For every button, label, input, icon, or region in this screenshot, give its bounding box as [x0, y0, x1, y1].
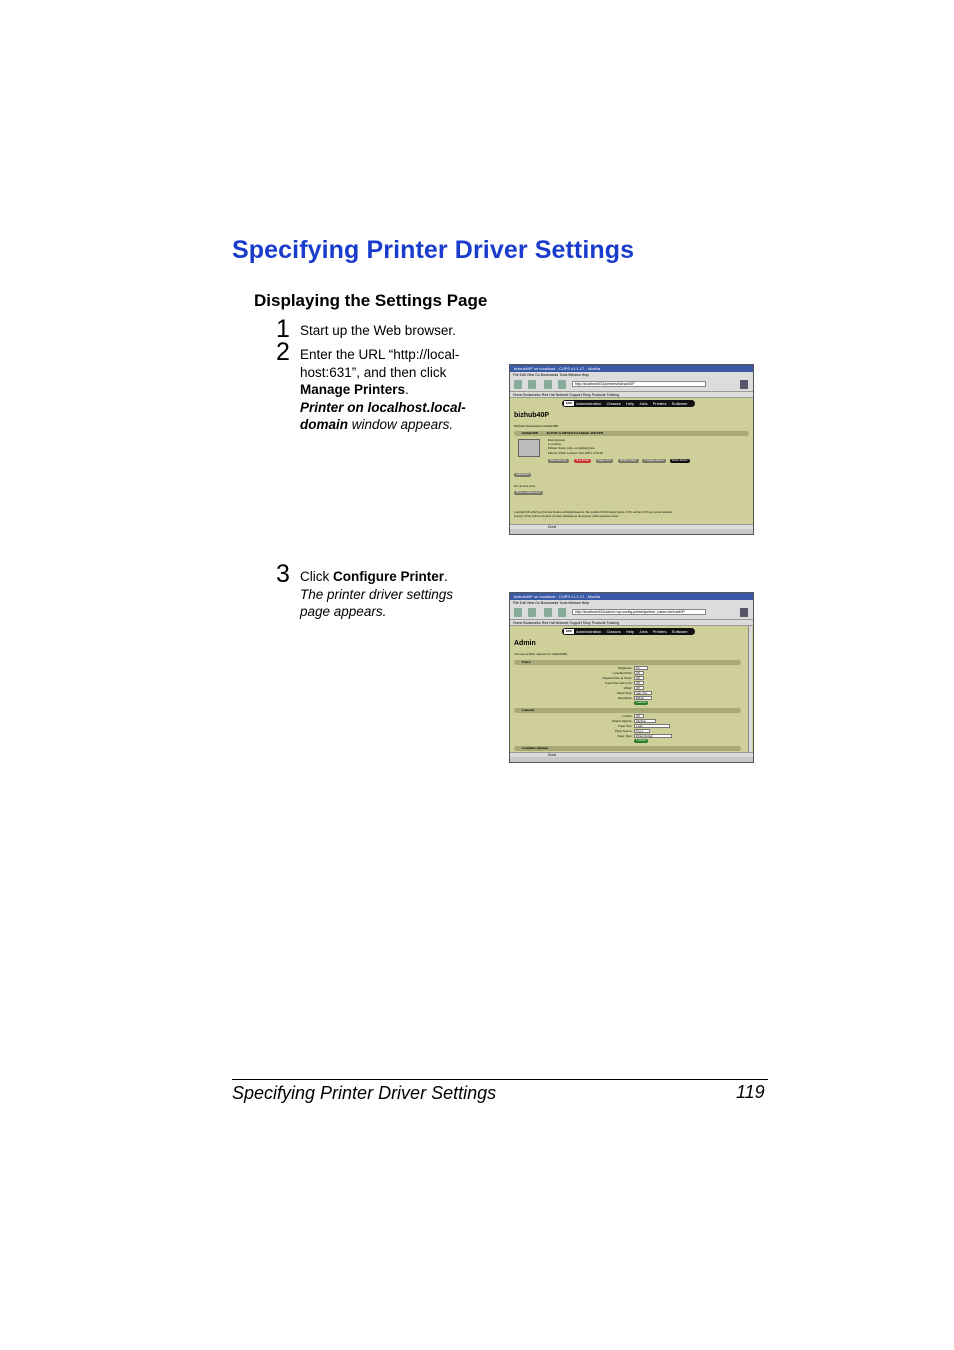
navigation-toolbar: [510, 378, 753, 392]
step-2-result-window-name: Printer on localhost.local-domain: [300, 399, 466, 432]
tab-jobs: Jobs: [639, 629, 648, 634]
field-value: Printer Default: [634, 734, 672, 738]
step-2-period: .: [405, 382, 409, 397]
printer-state: Printer State: idle, accepting jobs.: [548, 446, 596, 451]
field-value: Off: [634, 714, 644, 718]
printer-location: Location:: [548, 442, 562, 447]
device-uri: Device URI: socket://192.168.1.2:9100: [548, 450, 604, 455]
tab-classes: Classes: [606, 401, 621, 406]
field-value: Off: [634, 671, 644, 675]
reload-icon: [544, 380, 552, 389]
copyright-notice: [514, 511, 672, 518]
field-label: Paper Type:: [617, 734, 632, 738]
field-value: Tray 1: [634, 729, 650, 733]
footer-title: Specifying Printer Driver Settings: [232, 1083, 497, 1103]
field-value: Off: [634, 676, 644, 680]
printer-name: bizhub40P: [522, 431, 538, 435]
vertical-scrollbar: [748, 626, 752, 752]
field-value: Auto Tray: [634, 691, 652, 695]
printer-header-bar: [514, 431, 749, 436]
navigation-toolbar: [510, 606, 753, 620]
step-3-number: 3: [276, 560, 290, 588]
step-3-period: .: [444, 569, 448, 584]
continue-button: Continue: [636, 739, 647, 742]
field-label: Paper Source:: [615, 729, 632, 733]
cups-tab-bar: [562, 628, 695, 635]
field-label: Collate:: [622, 714, 632, 718]
tab-help: Help: [625, 401, 635, 406]
forward-icon: [528, 608, 536, 617]
menu-bar: File Edit View Go Bookmarks Tools Window Help: [510, 372, 753, 378]
printer-page-title: bizhub40P: [514, 412, 550, 419]
group-extra-bar: Extra: [514, 660, 741, 665]
url-bar: http://localhost:631/admin?op=config-printer&printer_name=bizhub40P: [572, 609, 706, 615]
step-2-bold: Manage Printers: [300, 382, 406, 397]
tab-classes: Classes: [606, 629, 621, 634]
step-3-result: The printer driver settings page appears.: [300, 586, 454, 619]
stop-icon: [558, 380, 566, 389]
personal-toolbar: Home Bookmarks Red Hat Network Support Shop Products Training: [510, 392, 753, 398]
field-label: Paper Size:: [618, 724, 632, 728]
delete-printer-button: Delete Printer: [672, 459, 688, 462]
page-content: [510, 398, 753, 524]
stop-printer-button: Stop Printer: [576, 459, 590, 462]
tab-jobs: Jobs: [639, 401, 648, 406]
step-2-number: 2: [276, 338, 290, 366]
add-printer-button: Add Printer: [516, 473, 530, 476]
configure-printer-button: Configure Printer: [644, 459, 664, 462]
step-3-instruction: Click: [300, 569, 333, 584]
window-title-bar: bizhub40P on localhost - CUPS v1.1.17 - Mozilla: [510, 365, 753, 372]
footer-rule: [232, 1079, 768, 1080]
subsection-title: Displaying the Settings Page: [254, 291, 488, 310]
tab-printers: Printers: [652, 401, 667, 406]
copyright-line-2: property of Easy Software Products. All other trademarks are the property of their respective owners.: [514, 514, 619, 518]
status-bar: Done: [510, 752, 753, 757]
screenshot-printer-page: [509, 364, 754, 535]
step-2-text: [300, 346, 478, 434]
field-label: Duplex Options:: [612, 719, 632, 723]
field-value: Off: [634, 686, 644, 690]
esp-logo: ESP: [565, 401, 572, 405]
reload-icon: [544, 608, 552, 617]
printer-model: KONICA MINOLTA bizhub 40P PPD: [546, 431, 604, 435]
tab-administration: Administration: [576, 401, 602, 406]
printer-description: Description:: [548, 438, 566, 442]
no-active-jobs: No Active Jobs: [514, 484, 536, 488]
modify-printer-button: Modify Printer: [620, 459, 637, 462]
esp-logo: ESP: [565, 629, 572, 633]
window-title-bar: bizhub40P on localhost - CUPS v1.1.17 - Mozilla: [510, 593, 753, 600]
step-3-text: [300, 568, 475, 621]
default-destination: Default Destination: bizhub40P: [514, 424, 559, 428]
step-1-number: 1: [276, 315, 290, 343]
menu-bar: File Edit View Go Bookmarks Tools Window Help: [510, 600, 753, 606]
copyright-line-1: Copyright 1993-2002 Easy Software Products, All Rights Reserved. The Common UNIX Printing System, CUPS, and the CUPS logo are the trademark: [514, 511, 672, 514]
print-test-page-button: Print Test Page: [550, 459, 567, 462]
field-label: Magenta Print on Violet:: [602, 676, 632, 680]
section-title: Specifying Printer Driver Settings: [232, 236, 635, 264]
group-graphics-options-bar: Graphics Options: [514, 746, 741, 751]
show-completed-jobs-button: Show Completed Jobs: [516, 491, 542, 494]
stop-icon: [558, 608, 566, 617]
field-value: 600dpi: [634, 696, 652, 700]
field-value: 0%: [634, 666, 648, 670]
field-label: Output Tray:: [616, 691, 632, 695]
reject-jobs-button: Reject Jobs: [598, 459, 611, 462]
step-2-instruction: Enter the URL “http://local-host:631”, and then click: [300, 347, 460, 380]
forward-icon: [528, 380, 536, 389]
tab-help: Help: [625, 629, 635, 634]
field-value: Letter: [634, 724, 670, 728]
field-value: Off: [634, 681, 644, 685]
status-bar: Done: [510, 524, 753, 529]
printer-info: [548, 438, 603, 455]
tab-administration: Administration: [576, 629, 602, 634]
back-icon: [514, 380, 522, 389]
tab-software: Software: [671, 401, 688, 406]
field-label: Brightness:: [618, 666, 632, 670]
group-general-bar: General: [514, 708, 741, 713]
tab-printers: Printers: [652, 629, 667, 634]
step-3-bold: Configure Printer: [333, 569, 445, 584]
page-content: [510, 626, 753, 752]
admin-subtitle: Choose default options for bizhub40P.: [514, 652, 568, 656]
tab-software: Software: [671, 629, 688, 634]
screenshot-admin-page: [509, 592, 754, 763]
url-bar: http://localhost:631/printers/bizhub40P: [572, 381, 706, 387]
printer-icon: [518, 439, 540, 457]
browser-logo-icon: [740, 380, 748, 389]
cups-tab-bar: [562, 400, 695, 407]
field-value: OneSide: [634, 719, 656, 723]
step-2-result: window appears.: [348, 417, 454, 432]
page-number: 119: [736, 1082, 765, 1102]
field-label: Scaled Size and Scale:: [604, 681, 632, 685]
browser-logo-icon: [740, 608, 748, 617]
back-icon: [514, 608, 522, 617]
continue-button: Continue: [636, 701, 647, 704]
admin-page-title: Admin: [514, 640, 536, 647]
field-label: Resolution:: [618, 696, 632, 700]
personal-toolbar: Home Bookmarks Red Hat Network Support Shop Products Training: [510, 620, 753, 626]
field-label: Offset:: [623, 686, 632, 690]
step-1-text: Start up the Web browser.: [300, 323, 456, 338]
field-label: Cyan/Red Print:: [612, 671, 632, 675]
